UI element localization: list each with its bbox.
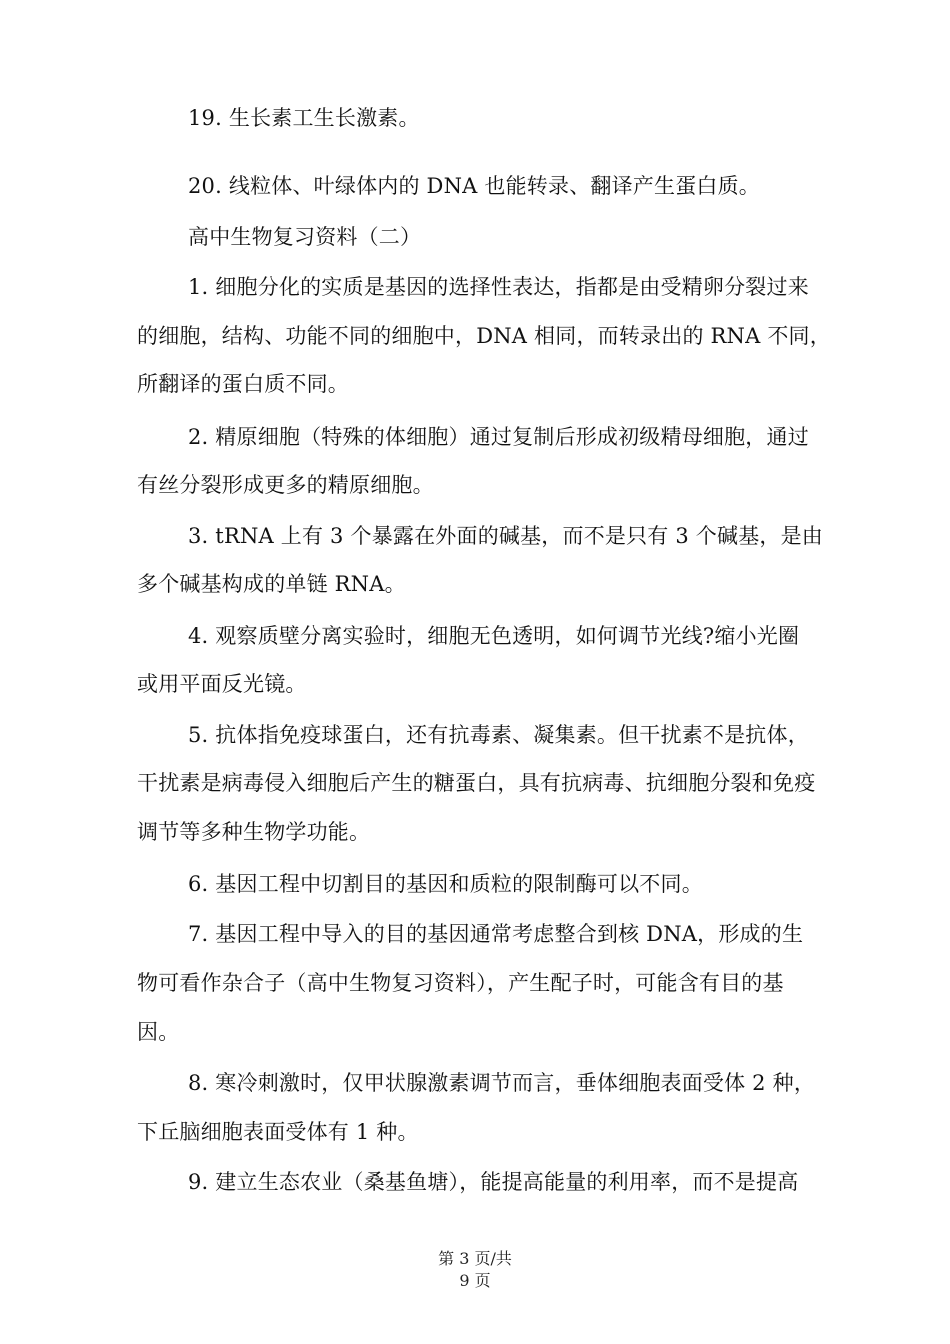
text-line: 多个碱基构成的单链 RNA。 <box>137 572 406 596</box>
section-heading: 高中生物复习资料（二） <box>188 225 422 249</box>
text-line: 调节等多种生物学功能。 <box>137 820 371 844</box>
text-line: 5. 抗体指免疫球蛋白，还有抗毒素、凝集素。但干扰素不是抗体， <box>188 723 809 747</box>
text-line: 所翻译的蛋白质不同。 <box>137 372 349 396</box>
text-line: 4. 观察质壁分离实验时，细胞无色透明，如何调节光线?缩小光圈 <box>188 624 800 648</box>
text-line: 或用平面反光镜。 <box>137 672 307 696</box>
page-number: 第 3 页/共 <box>438 1249 512 1268</box>
text-line: 因。 <box>137 1020 180 1044</box>
text-line: 9. 建立生态农业（桑基鱼塘），能提高能量的利用率，而不是提高 <box>188 1170 799 1194</box>
text-line: 1. 细胞分化的实质是基因的选择性表达，指都是由受精卵分裂过来 <box>188 275 809 299</box>
text-line: 19. 生长素工生长激素。 <box>188 106 420 130</box>
text-line: 7. 基因工程中导入的目的基因通常考虑整合到核 DNA，形成的生 <box>188 922 804 946</box>
text-line: 下丘脑细胞表面受体有 1 种。 <box>137 1120 419 1144</box>
text-line: 3. tRNA 上有 3 个暴露在外面的碱基，而不是只有 3 个碱基，是由 <box>188 524 823 548</box>
text-line: 干扰素是病毒侵入细胞后产生的糖蛋白，具有抗病毒、抗细胞分裂和免疫 <box>137 771 816 795</box>
text-line: 2. 精原细胞（特殊的体细胞）通过复制后形成初级精母细胞，通过 <box>188 425 809 449</box>
page-total: 9 页 <box>459 1271 491 1290</box>
text-line: 20. 线粒体、叶绿体内的 DNA 也能转录、翻译产生蛋白质。 <box>188 174 760 198</box>
text-line: 6. 基因工程中切割目的基因和质粒的限制酶可以不同。 <box>188 872 703 896</box>
text-line: 的细胞，结构、功能不同的细胞中，DNA 相同，而转录出的 RNA 不同， <box>137 324 831 348</box>
text-line: 有丝分裂形成更多的精原细胞。 <box>137 473 434 497</box>
text-line: 8. 寒冷刺激时，仅甲状腺激素调节而言，垂体细胞表面受体 2 种， <box>188 1071 816 1095</box>
text-line: 物可看作杂合子（高中生物复习资料），产生配子时，可能含有目的基 <box>137 971 784 995</box>
